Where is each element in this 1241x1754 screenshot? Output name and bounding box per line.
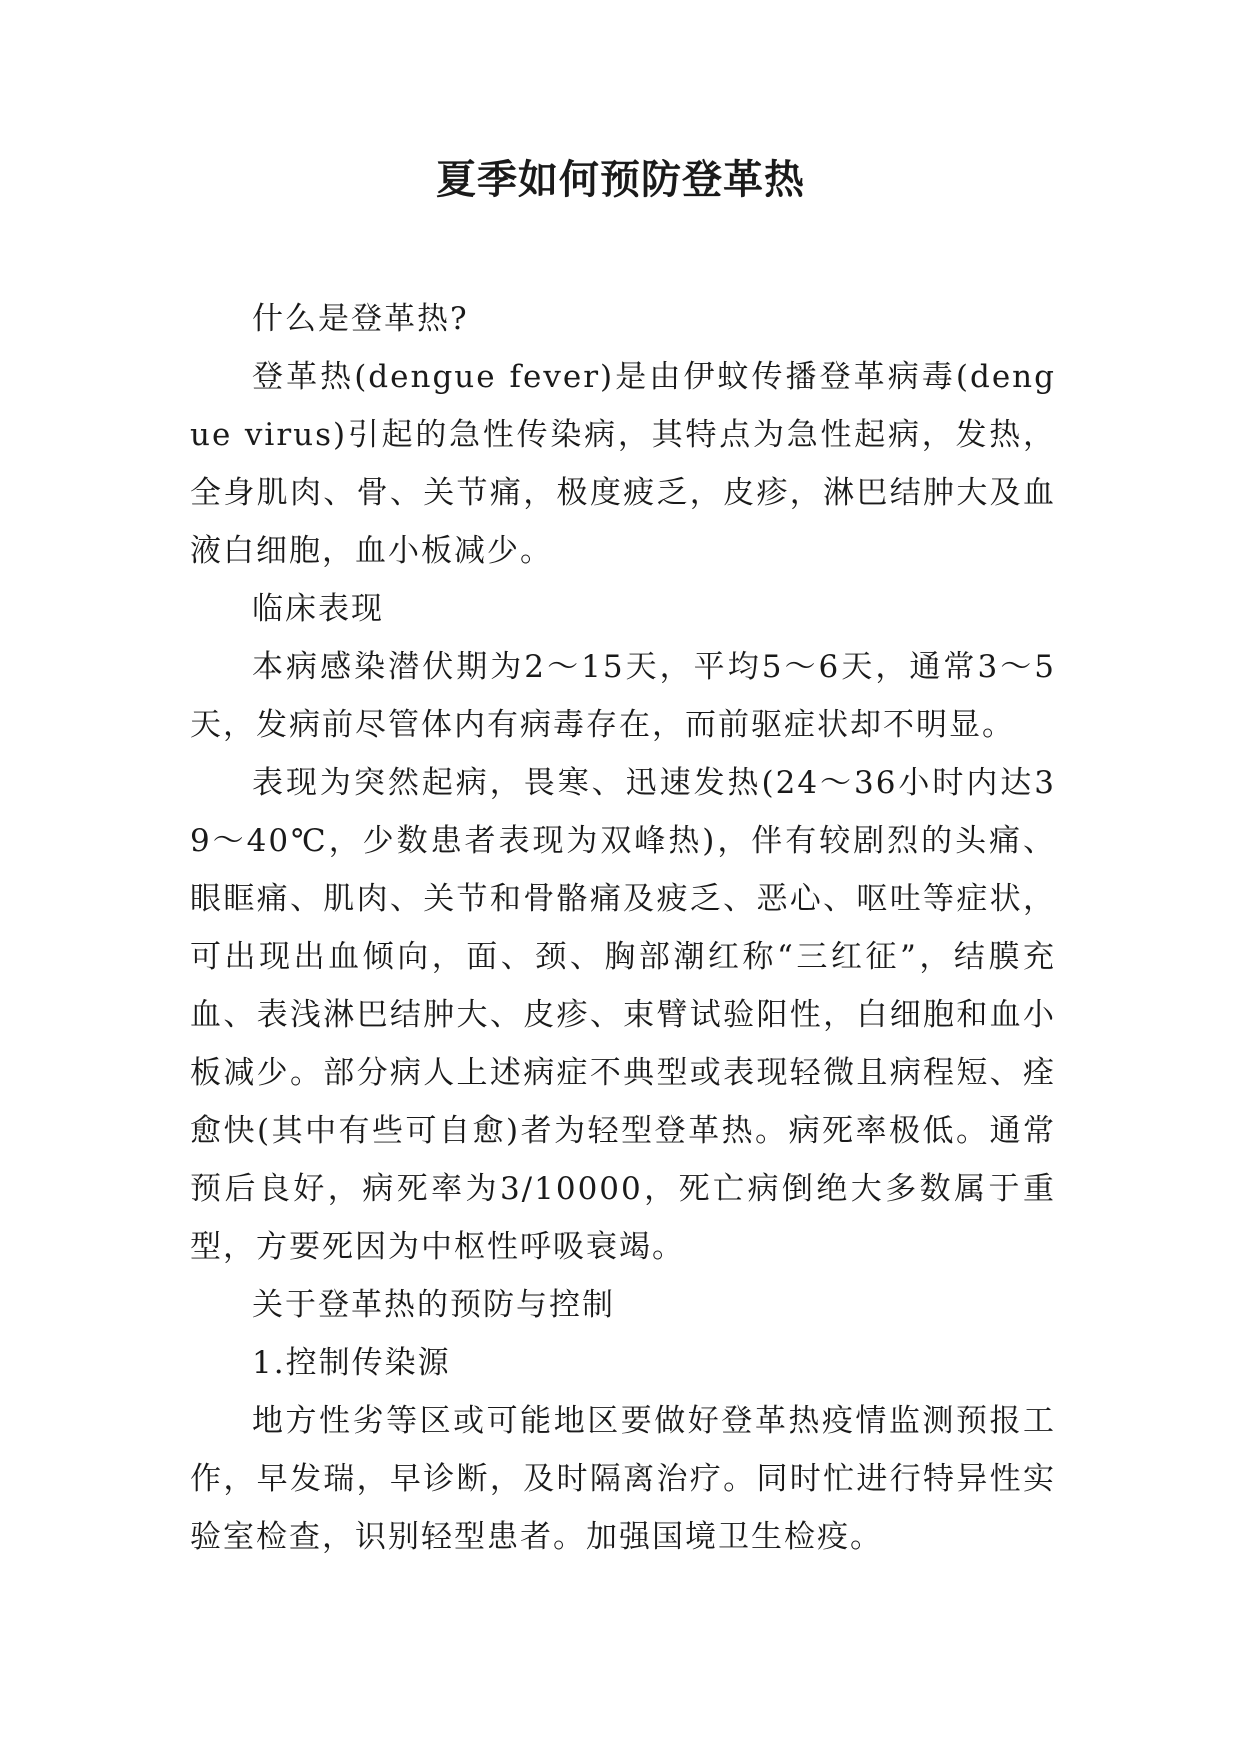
paragraph-what-is-dengue-heading: 什么是登革热?	[252, 301, 469, 337]
paragraph-dengue-definition: 登革热(dengue fever)是由伊蚊传播登革病毒(dengue virus)引起的急性传染病，其特点为急性起病，发热，全身肌肉、骨、关节痛，极度疲乏，皮疹，淋巴结肿大及血液白细胞，血小板减少。	[190, 359, 1056, 569]
document-title: 夏季如何预防登革热	[436, 156, 805, 203]
paragraph-control-source-heading: 1.控制传染源	[252, 1345, 451, 1381]
paragraph-clinical-heading: 临床表现	[252, 591, 384, 627]
paragraph-prevention-heading: 关于登革热的预防与控制	[252, 1287, 615, 1323]
paragraph-control-source: 地方性劣等区或可能地区要做好登革热疫情监测预报工作，早发瑞，早诊断，及时隔离治疗。同时忙进行特异性实验室检查，识别轻型患者。加强国境卫生检疫。	[190, 1403, 1056, 1555]
paragraph-symptoms: 表现为突然起病，畏寒、迅速发热(24～36小时内达39～40℃，少数患者表现为双峰热)，伴有较剧烈的头痛、眼眶痛、肌肉、关节和骨骼痛及疲乏、恶心、呕吐等症状，可出现出血倾向，面、颈、胸部潮红称“三红征”，结膜充血、表浅淋巴结肿大、皮疹、束臂试验阳性，白细胞和血小板减少。部分病人上述病症不典型或表现轻微且病程短、痊愈快(其中有些可自愈)者为轻型登革热。病死率极低。通常预后良好，病死率为3/10000，死亡病倒绝大多数属于重型，方要死因为中枢性呼吸衰竭。	[190, 765, 1056, 1265]
document-body	[190, 290, 1056, 1566]
paragraph-incubation: 本病感染潜伏期为2～15天，平均5～6天，通常3～5天，发病前尽管体内有病毒存在，而前驱症状却不明显。	[190, 649, 1056, 743]
